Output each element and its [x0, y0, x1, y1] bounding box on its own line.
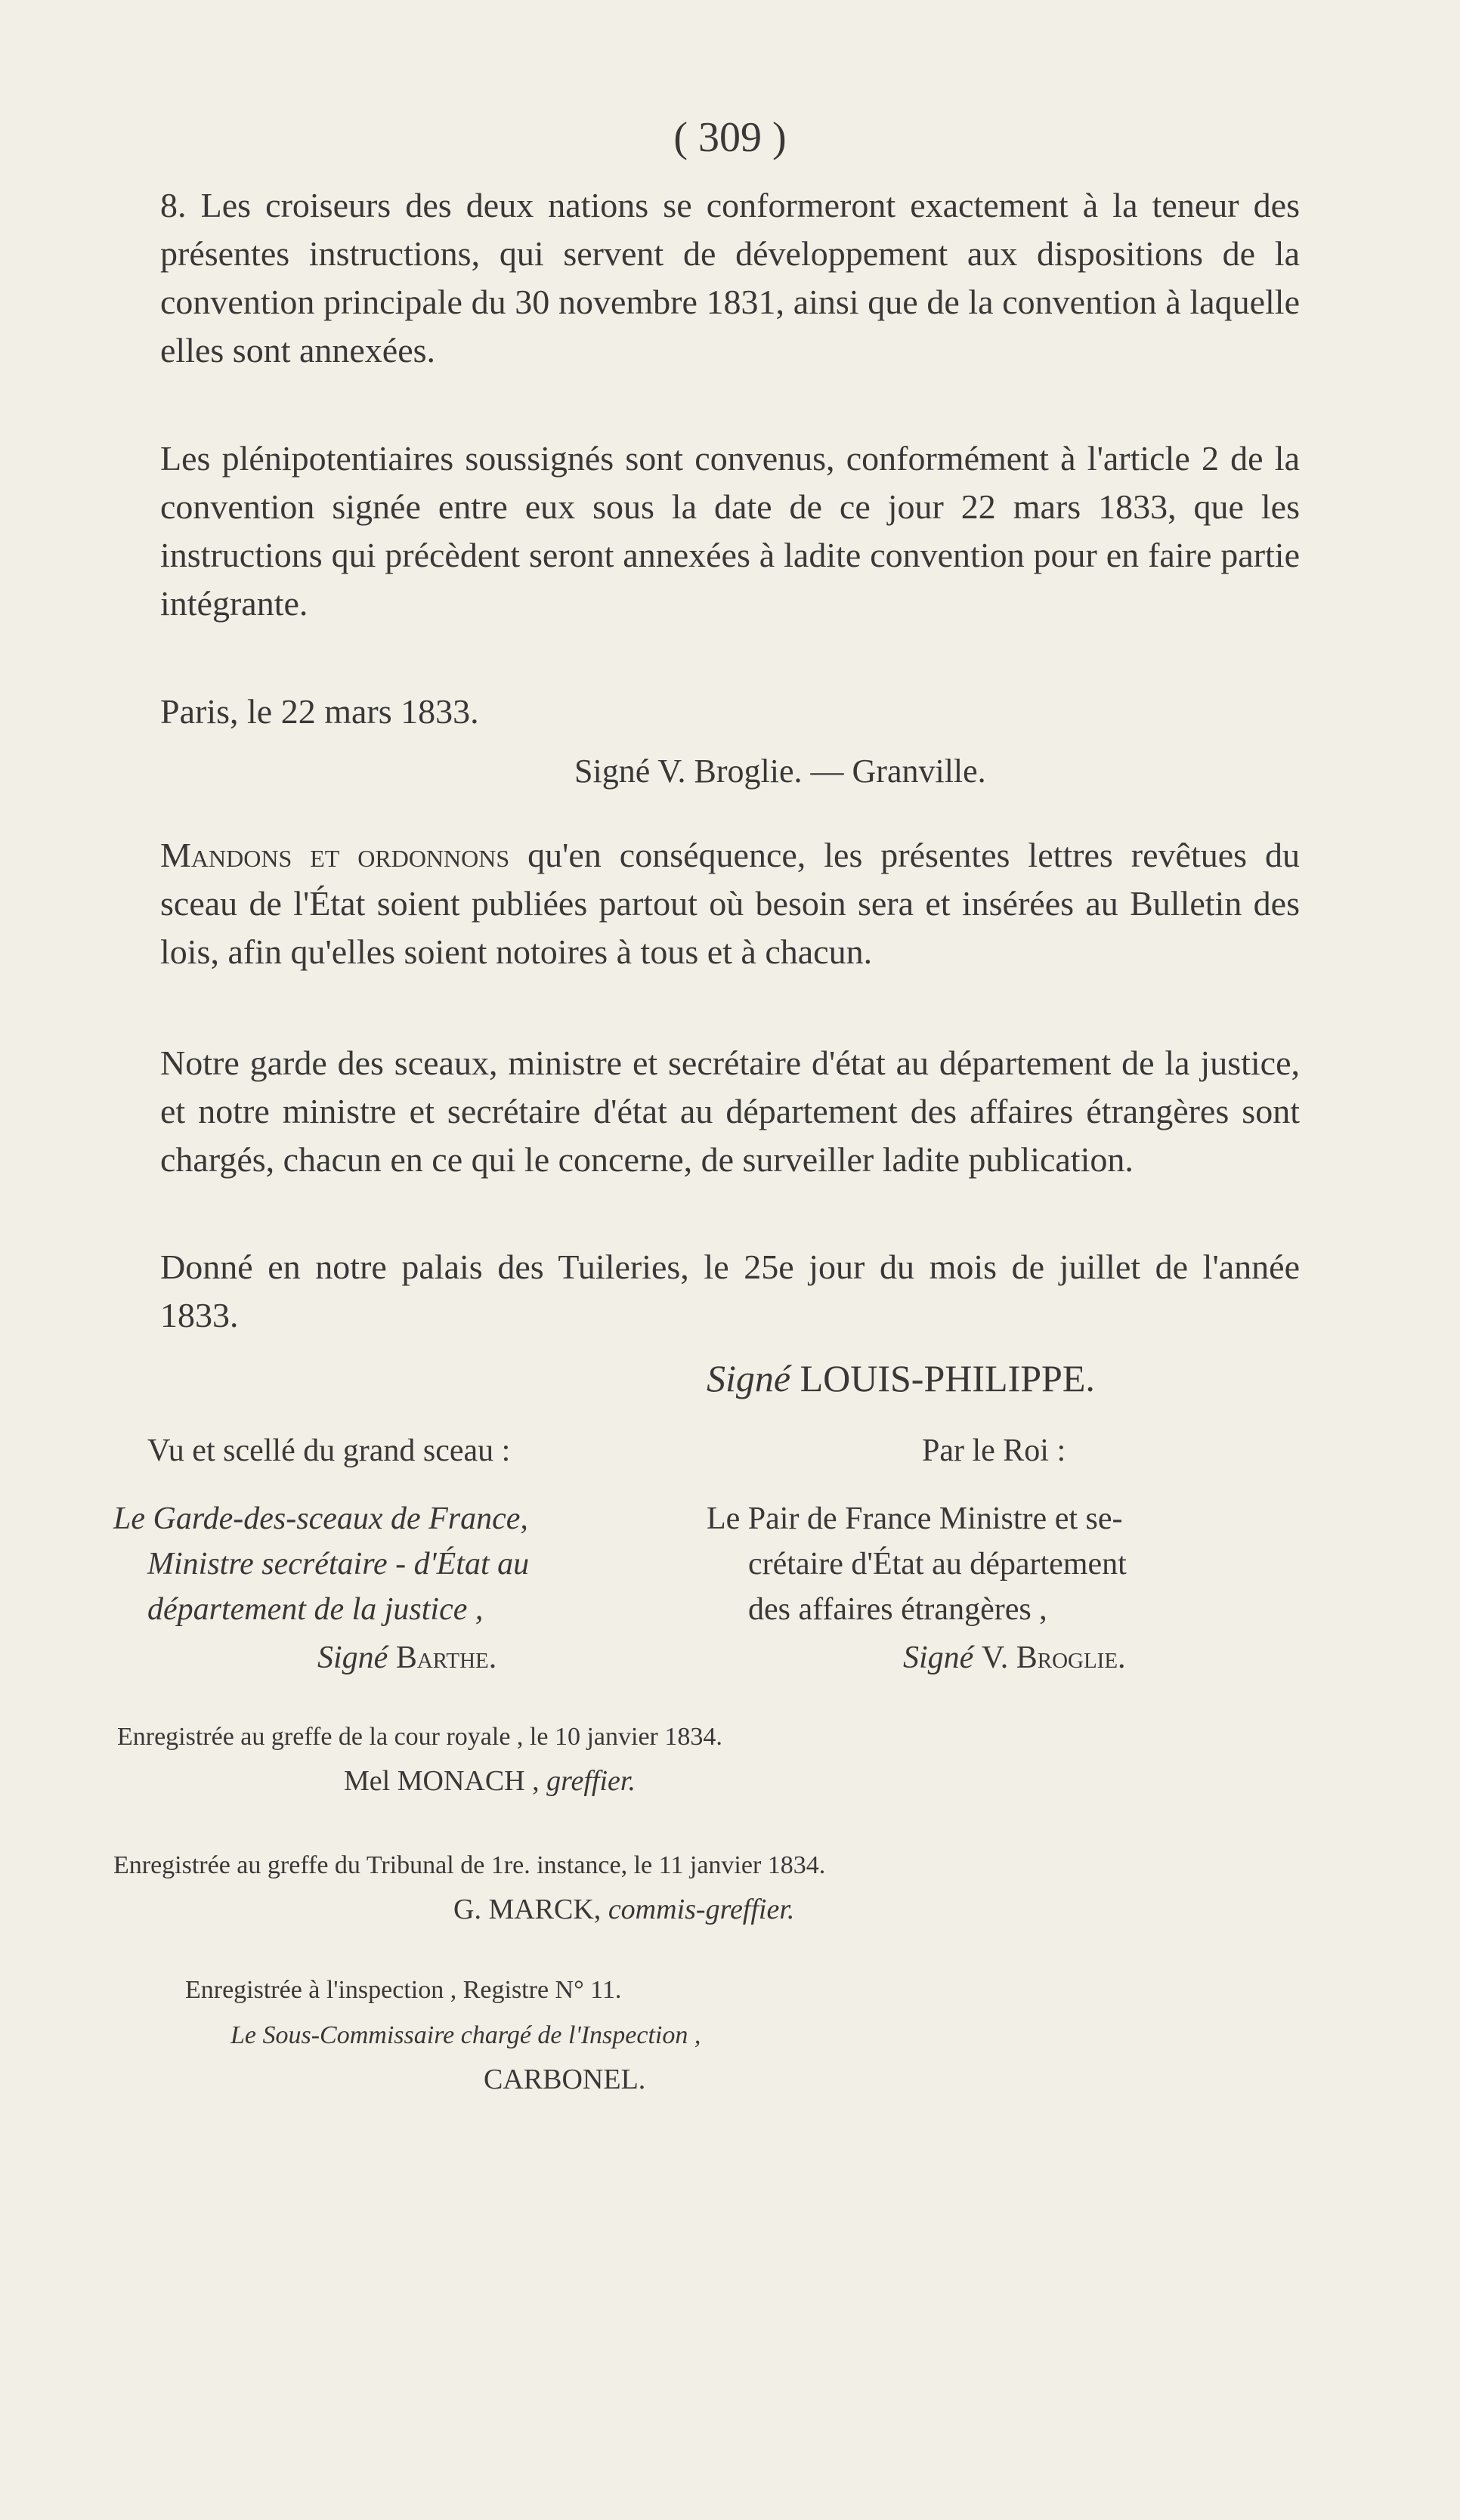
paragraph-article-8	[160, 181, 1300, 375]
registration-cour-royale: Enregistrée au greffe de la cour royale , le 10 janvier 1834.	[117, 1723, 722, 1751]
page-number: ( 309 )	[673, 114, 787, 161]
paragraph-plenipotentiaries	[160, 434, 1300, 628]
left-signature: Signé Barthe.	[317, 1640, 497, 1675]
paragraph-text: Les plénipotentiaires soussignés sont convenus, conformément à l'article 2 de la convention signée entre eux sous la date de ce jour 22 mars 1833, que les instructions qui précèdent seront annexées à ladite convention pour en faire partie intégrante.	[160, 439, 1300, 623]
right-heading: Par le Roi :	[922, 1433, 1066, 1468]
lead-words: Mandons et ordonnons	[160, 836, 510, 874]
paragraph-text: qu'en conséquence, les présentes lettres revêtues du sceau de l'État soient publiées partout où besoin sera et insérées au Bulletin des lois, afin qu'elles soient notoires à tous et à chacun.	[160, 836, 1300, 971]
right-column: Le Pair de France Ministre et se- crétaire d'État au département des affaires étrangères , Signé V. Broglie.	[707, 1496, 1326, 1681]
place-date: Paris, le 22 mars 1833.	[160, 692, 479, 731]
paragraph-garde-des-sceaux	[160, 1039, 1300, 1184]
paragraph-donne	[160, 1243, 1300, 1340]
paragraph-mandons	[160, 831, 1300, 976]
registrar-monach: Mel MONACH , greffier.	[344, 1765, 636, 1797]
registration-tribunal: Enregistrée au greffe du Tribunal de 1re. instance, le 11 janvier 1834.	[113, 1851, 826, 1879]
registrar-marck: G. MARCK, commis-greffier.	[453, 1894, 795, 1925]
right-signature: Signé V. Broglie.	[903, 1640, 1126, 1675]
left-column: Le Garde-des-sceaux de France, Ministre secrétaire - d'État au département de la justice , Signé Barthe.	[113, 1496, 695, 1681]
king-signature: Signé LOUIS-PHILIPPE.	[707, 1357, 1095, 1399]
left-heading: Vu et scellé du grand sceau :	[147, 1433, 511, 1468]
registration-inspection: Enregistrée à l'inspection , Registre N° 11.	[185, 1976, 622, 2004]
paragraph-text: 8. Les croiseurs des deux nations se conformeront exactement à la teneur des présentes instructions, qui servent de développement aux dispositions de la convention principale du 30 novembre 1831, ainsi que de la convention à laquelle elles sont annexées.	[160, 186, 1300, 369]
signatories-convention: Signé V. Broglie. — Granville.	[574, 753, 986, 790]
paragraph-text: Notre garde des sceaux, ministre et secrétaire d'état au département de la justice, et notre ministre et secrétaire d'état au département des affaires étrangères sont chargés, chacun en ce qui le concerne, de surveiller ladite publication.	[160, 1044, 1300, 1179]
inspector-carbonel: CARBONEL.	[484, 2064, 646, 2095]
paragraph-text: Donné en notre palais des Tuileries, le 25e jour du mois de juillet de l'année 1833.	[160, 1248, 1300, 1334]
inspection-role: Le Sous-Commissaire chargé de l'Inspection ,	[230, 2021, 701, 2049]
